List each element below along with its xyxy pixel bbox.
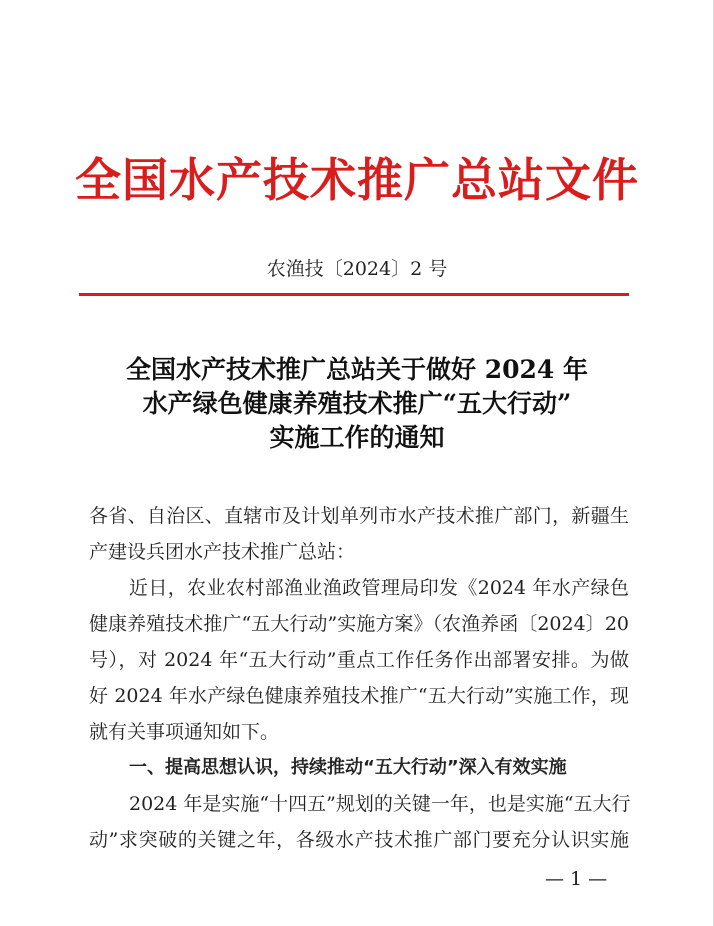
paragraph-line: 好 2024 年水产绿色健康养殖技术推广“五大行动”实施工作，现 [89,685,629,707]
addressee-line: 产建设兵团水产技术推广总站： [89,541,356,563]
red-divider-line [79,293,629,296]
page-number: — 1 — [545,868,608,890]
addressee-line: 各省、自治区、直辖市及计划单列市水产技术推广部门，新疆生 [89,505,629,527]
document-number: 农渔技〔2024〕2 号 [266,258,448,280]
section-heading: 一、提高思想认识，持续推动“五大行动”深入有效实施 [129,757,567,778]
paragraph-line: 健康养殖技术推广“五大行动”实施方案》（农渔养函〔2024〕20 [89,613,629,635]
paragraph-line: 近日，农业农村部渔业渔政管理局印发《2024 年水产绿色 [129,577,629,599]
notice-title-line-2: 水产绿色健康养殖技术推广“五大行动” [142,389,572,418]
document-header-title: 全国水产技术推广总站文件 [75,153,639,207]
notice-title [0,353,714,455]
notice-title-line-3: 实施工作的通知 [269,423,445,452]
paragraph-line: 2024 年是实施“十四五”规划的关键一年，也是实施“五大行 [129,793,631,815]
paragraph-line: 就有关事项通知如下。 [89,721,280,743]
notice-title-line-1: 全国水产技术推广总站关于做好 2024 年 [126,355,588,384]
document-body [89,498,629,858]
paragraph-line: 号），对 2024 年“五大行动”重点工作任务作出部署安排。为做 [89,649,629,671]
paragraph-line: 动”求突破的关键之年，各级水产技术推广部门要充分认识实施 [89,829,629,851]
